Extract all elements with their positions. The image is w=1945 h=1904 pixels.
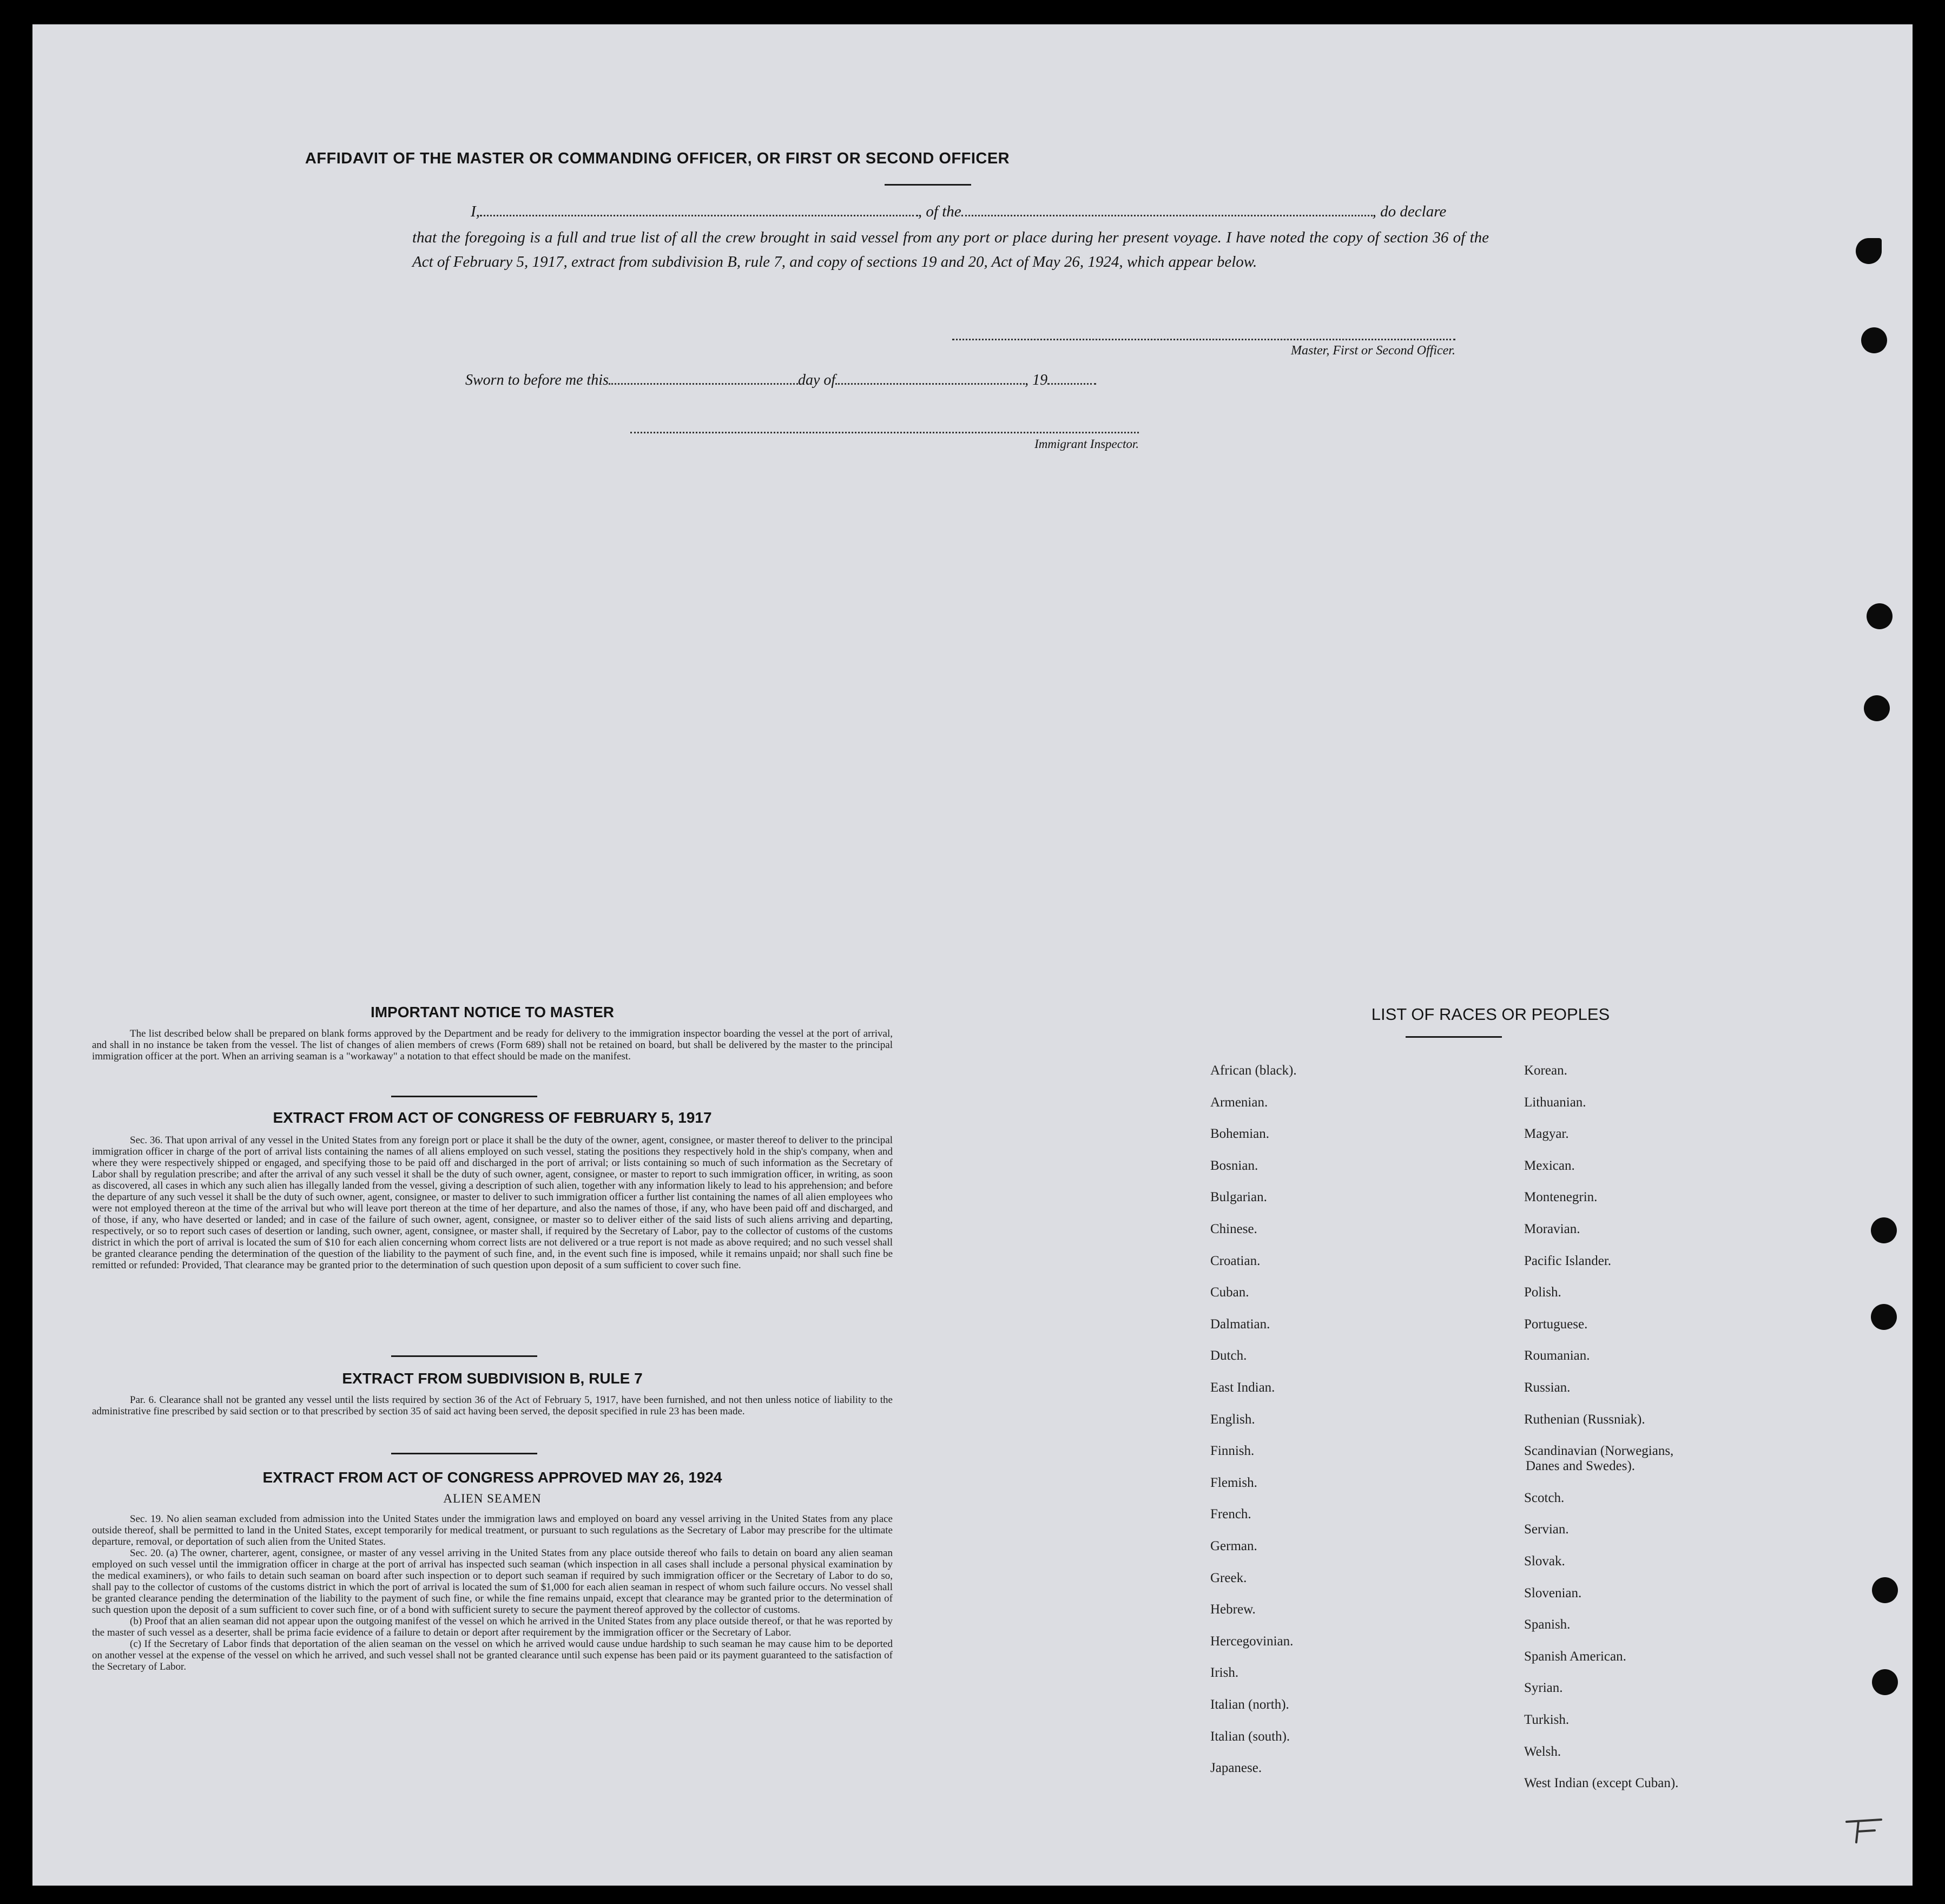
race-item: French. bbox=[1210, 1507, 1251, 1522]
races-title: LIST OF RACES OR PEOPLES bbox=[1371, 1005, 1610, 1024]
affidavit-body: that the foregoing is a full and true list of all the crew brought in said vessel from any port or place during her present voyage. I have noted the copy of section 36 of the Act of February 5, 1917, extract from subdivision B, rule 7, and copy of sections 19 and 20, Act of May 26, 1924, which appear below. bbox=[412, 229, 1489, 271]
notice-divider bbox=[391, 1096, 537, 1097]
sworn-line bbox=[465, 372, 1096, 389]
race-item: Montenegrin. bbox=[1524, 1190, 1598, 1205]
race-item: Magyar. bbox=[1524, 1126, 1569, 1142]
punch-hole bbox=[1856, 238, 1882, 264]
race-item: Bohemian. bbox=[1210, 1126, 1270, 1142]
document-page bbox=[32, 24, 1913, 1886]
sworn-day-blank[interactable] bbox=[609, 383, 798, 385]
race-item: Pacific Islander. bbox=[1524, 1253, 1612, 1268]
race-item: Scandinavian (Norwegians, bbox=[1524, 1444, 1674, 1459]
sworn-year-label: , 19 bbox=[1025, 372, 1048, 388]
race-item: Welsh. bbox=[1524, 1744, 1561, 1759]
race-item: Syrian. bbox=[1524, 1681, 1563, 1696]
line1-mid: , of the bbox=[918, 203, 961, 220]
race-item: Italian (south). bbox=[1210, 1729, 1290, 1744]
race-item: Italian (north). bbox=[1210, 1697, 1289, 1712]
race-item: Mexican. bbox=[1524, 1158, 1575, 1173]
race-item: Croatian. bbox=[1210, 1253, 1261, 1268]
sworn-day-label: day of bbox=[797, 372, 836, 388]
inspector-signature-line[interactable] bbox=[630, 431, 1139, 433]
race-item: Scotch. bbox=[1524, 1490, 1565, 1505]
race-item: Chinese. bbox=[1210, 1222, 1257, 1236]
race-item: Greek. bbox=[1210, 1570, 1247, 1585]
punch-hole bbox=[1871, 1217, 1897, 1243]
race-item: Turkish. bbox=[1524, 1712, 1570, 1727]
rule7-text bbox=[92, 1394, 893, 1417]
line1-start: I, bbox=[471, 203, 480, 220]
sec-20a-body: Sec. 20. (a) The owner, charterer, agent, consignee, or master of any vessel arriving in the United States from any place outside thereof who fails to detain on board any alien seaman employed on such vessel until the immigration officer in charge at the port of arrival has inspected such seaman (which inspection in all cases shall include a personal physical examination by the medical examiners), or who fails to detain such seaman on board after such inspection or to deport such seaman if required by such immigration officer or the Secretary of Labor to do so, shall pay to the collector of customs of the customs district in which the port of arrival is located the sum of $1,000 for each alien seaman in respect of whom such failure occurs. No vessel shall be granted clearance pending the determination of the liability to the payment of such fine, or while the fine remains unpaid, except that clearance may be granted prior to the determination of such question upon the deposit of a sum sufficient to cover such fine, or of a bond with sufficient surety to secure the payment thereof approved by the collector of customs. bbox=[92, 1547, 893, 1616]
line1-end: , do declare bbox=[1372, 203, 1447, 220]
race-item: Hebrew. bbox=[1210, 1602, 1256, 1617]
punch-hole bbox=[1867, 603, 1893, 629]
race-item: West Indian (except Cuban). bbox=[1524, 1776, 1679, 1791]
sworn-start: Sworn to before me this bbox=[465, 372, 609, 388]
punch-hole bbox=[1872, 1577, 1898, 1603]
handwritten-f-icon bbox=[1842, 1810, 1885, 1848]
rule7-divider bbox=[391, 1453, 537, 1454]
sec-19-body: Sec. 19. No alien seaman excluded from admission into the United States under the immigration laws and employed on board any vessel arriving in the United States from any place outside thereof, shall be permitted to land in the United States, except temporarily for medical treatment, or pursuant to such regulations as the Secretary of Labor may prescribe for the ultimate departure, removal, or deportation of such alien from the United States. bbox=[92, 1513, 893, 1547]
race-item: African (black). bbox=[1210, 1063, 1297, 1078]
race-item: Japanese. bbox=[1210, 1761, 1262, 1776]
race-item: Portuguese. bbox=[1524, 1316, 1588, 1332]
race-item: Polish. bbox=[1524, 1285, 1561, 1300]
master-signature-line[interactable] bbox=[952, 338, 1455, 340]
race-item: Servian. bbox=[1524, 1522, 1569, 1537]
punch-hole bbox=[1861, 327, 1887, 353]
alien-seamen-subtitle: ALIEN SEAMEN bbox=[443, 1492, 542, 1505]
race-item: Spanish. bbox=[1524, 1617, 1571, 1632]
sec-20c-body: (c) If the Secretary of Labor finds that deportation of the alien seaman on the vessel on which he arrived would cause undue hardship to such seaman he may cause him to be deported on another vessel at the expense of the vessel on which he arrived, and such vessel shall not be granted clearance until such expense has been paid or its payment guaranteed to the satisfaction of the Secretary of Labor. bbox=[92, 1638, 893, 1672]
vessel-blank[interactable] bbox=[961, 214, 1373, 216]
extract-1917-title: EXTRACT FROM ACT OF CONGRESS OF FEBRUARY 5, 1917 bbox=[273, 1109, 712, 1126]
sec-20b-body: (b) Proof that an alien seaman did not appear upon the outgoing manifest of the vessel on which he arrived in the United States from any place outside thereof, or that he was reported by the master of such vessel as a deserter, shall be prima facie evidence of a failure to detain or deport after requirement by the immigration officer or the Secretary of Labor. bbox=[92, 1616, 893, 1638]
race-item: Bosnian. bbox=[1210, 1158, 1258, 1173]
sworn-month-blank[interactable] bbox=[835, 383, 1025, 385]
race-item: Cuban. bbox=[1210, 1285, 1249, 1300]
race-item: Slovenian. bbox=[1524, 1585, 1582, 1600]
extract-1924-text bbox=[92, 1513, 893, 1672]
punch-hole bbox=[1871, 1304, 1897, 1330]
race-item: Armenian. bbox=[1210, 1095, 1268, 1110]
race-item: Spanish American. bbox=[1524, 1649, 1626, 1664]
race-item: Finnish. bbox=[1210, 1444, 1255, 1459]
race-item: Danes and Swedes). bbox=[1526, 1459, 1636, 1474]
extract-1917-text bbox=[92, 1135, 893, 1271]
sworn-year-blank[interactable] bbox=[1047, 383, 1096, 385]
notice-text bbox=[92, 1028, 893, 1062]
race-item: Flemish. bbox=[1210, 1475, 1257, 1490]
race-item: Irish. bbox=[1210, 1665, 1239, 1681]
par-6-body: Par. 6. Clearance shall not be granted any vessel until the lists required by section 36 of the Act of February 5, 1917, have been furnished, and not then unless notice of liability to the administrative fine prescribed by said section or to that prescribed by section 35 of said act having been served, the deposit specified in rule 23 has been made. bbox=[92, 1394, 893, 1417]
race-item: Dutch. bbox=[1210, 1348, 1247, 1363]
race-item: Hercegovinian. bbox=[1210, 1633, 1294, 1649]
rule7-title: EXTRACT FROM SUBDIVISION B, RULE 7 bbox=[342, 1370, 643, 1387]
declaration-line bbox=[471, 203, 1493, 221]
race-item: English. bbox=[1210, 1412, 1255, 1427]
race-item: Russian. bbox=[1524, 1380, 1571, 1395]
race-item: German. bbox=[1210, 1539, 1257, 1553]
name-blank[interactable] bbox=[480, 214, 918, 216]
affidavit-title: AFFIDAVIT OF THE MASTER OR COMMANDING OFFICER, OR FIRST OR SECOND OFFICER bbox=[305, 150, 1010, 167]
master-signature-caption: Master, First or Second Officer. bbox=[1291, 344, 1455, 358]
extract-1917-divider bbox=[391, 1355, 537, 1357]
extract-1924-title: EXTRACT FROM ACT OF CONGRESS APPROVED MAY 26, 1924 bbox=[262, 1469, 722, 1486]
margin-mark bbox=[1842, 1810, 1885, 1848]
title-divider bbox=[885, 184, 971, 186]
punch-hole bbox=[1872, 1669, 1898, 1695]
race-item: Slovak. bbox=[1524, 1554, 1565, 1569]
notice-body: The list described below shall be prepared on blank forms approved by the Department and be ready for delivery to the immigration inspector boarding the vessel at the port of arrival, and shall in no instance be taken from the vessel. The list of changes of alien members of crews (Form 689) shall not be retained on board, but shall be delivered by the master to the principal immigration officer at the port. When an arriving seaman is a "workaway" a notation to that effect should be made on the manifest. bbox=[92, 1028, 893, 1062]
notice-title: IMPORTANT NOTICE TO MASTER bbox=[370, 1004, 615, 1020]
punch-hole bbox=[1864, 695, 1890, 721]
race-item: Korean. bbox=[1524, 1063, 1567, 1078]
race-item: Bulgarian. bbox=[1210, 1190, 1267, 1205]
race-item: Lithuanian. bbox=[1524, 1095, 1586, 1110]
race-item: East Indian. bbox=[1210, 1380, 1275, 1395]
race-item: Moravian. bbox=[1524, 1222, 1580, 1236]
sec-36-body: Sec. 36. That upon arrival of any vessel in the United States from any foreign port or place it shall be the duty of the owner, agent, consignee, or master thereof to deliver to the principal immigration officer in charge of the port of arrival lists containing the names of all aliens employed on such vessel, stating the positions they respectively hold in the ship's company, when and where they were respectively shipped or engaged, and specifying those to be paid off and discharged in the port of arrival; or lists containing so much of such information as the Secretary of Labor shall by regulation prescribe; and after the arrival of any such vessel it shall be the duty of such owner, agent, consignee, or master to report to such immigration officer, in writing, as soon as discovered, all cases in which any such alien has illegally landed from the vessel, giving a description of such alien, together with any information likely to lead to his apprehension; and before the departure of any such vessel it shall be the duty of such owner, agent, consignee, or master to deliver to such immigration officer a further list containing the names of all alien employees who were not employed thereon at the time of the arrival but who will leave port thereon at the time of her departure, and also the names of those, if any, who have been paid off and discharged, and of those, if any, who have deserted or landed; and in case of the failure of such owner, agent, consignee, or master so to deliver either of the said lists of such aliens arriving and departing, respectively, or so to report such cases of desertion or landing, such owner, agent, consignee, or master shall, if required by the Secretary of Labor, pay to the collector of customs of the customs district in which the port of arrival is located the sum of $10 for each alien concerning whom correct lists are not delivered or a true report is not made as above required; and no such vessel shall be granted clearance pending the determination of the question of the liability to the payment of such fine, and, in the event such fine is imposed, while it remains unpaid; nor shall such fine be remitted or refunded: Provided, That clearance may be granted prior to the determination of such question upon deposit of a sum sufficient to cover such fine. bbox=[92, 1135, 893, 1271]
inspector-caption: Immigrant Inspector. bbox=[1034, 437, 1139, 451]
race-item: Dalmatian. bbox=[1210, 1316, 1270, 1332]
race-item: Ruthenian (Russniak). bbox=[1524, 1412, 1645, 1427]
race-item: Roumanian. bbox=[1524, 1348, 1590, 1363]
races-divider bbox=[1406, 1036, 1502, 1038]
